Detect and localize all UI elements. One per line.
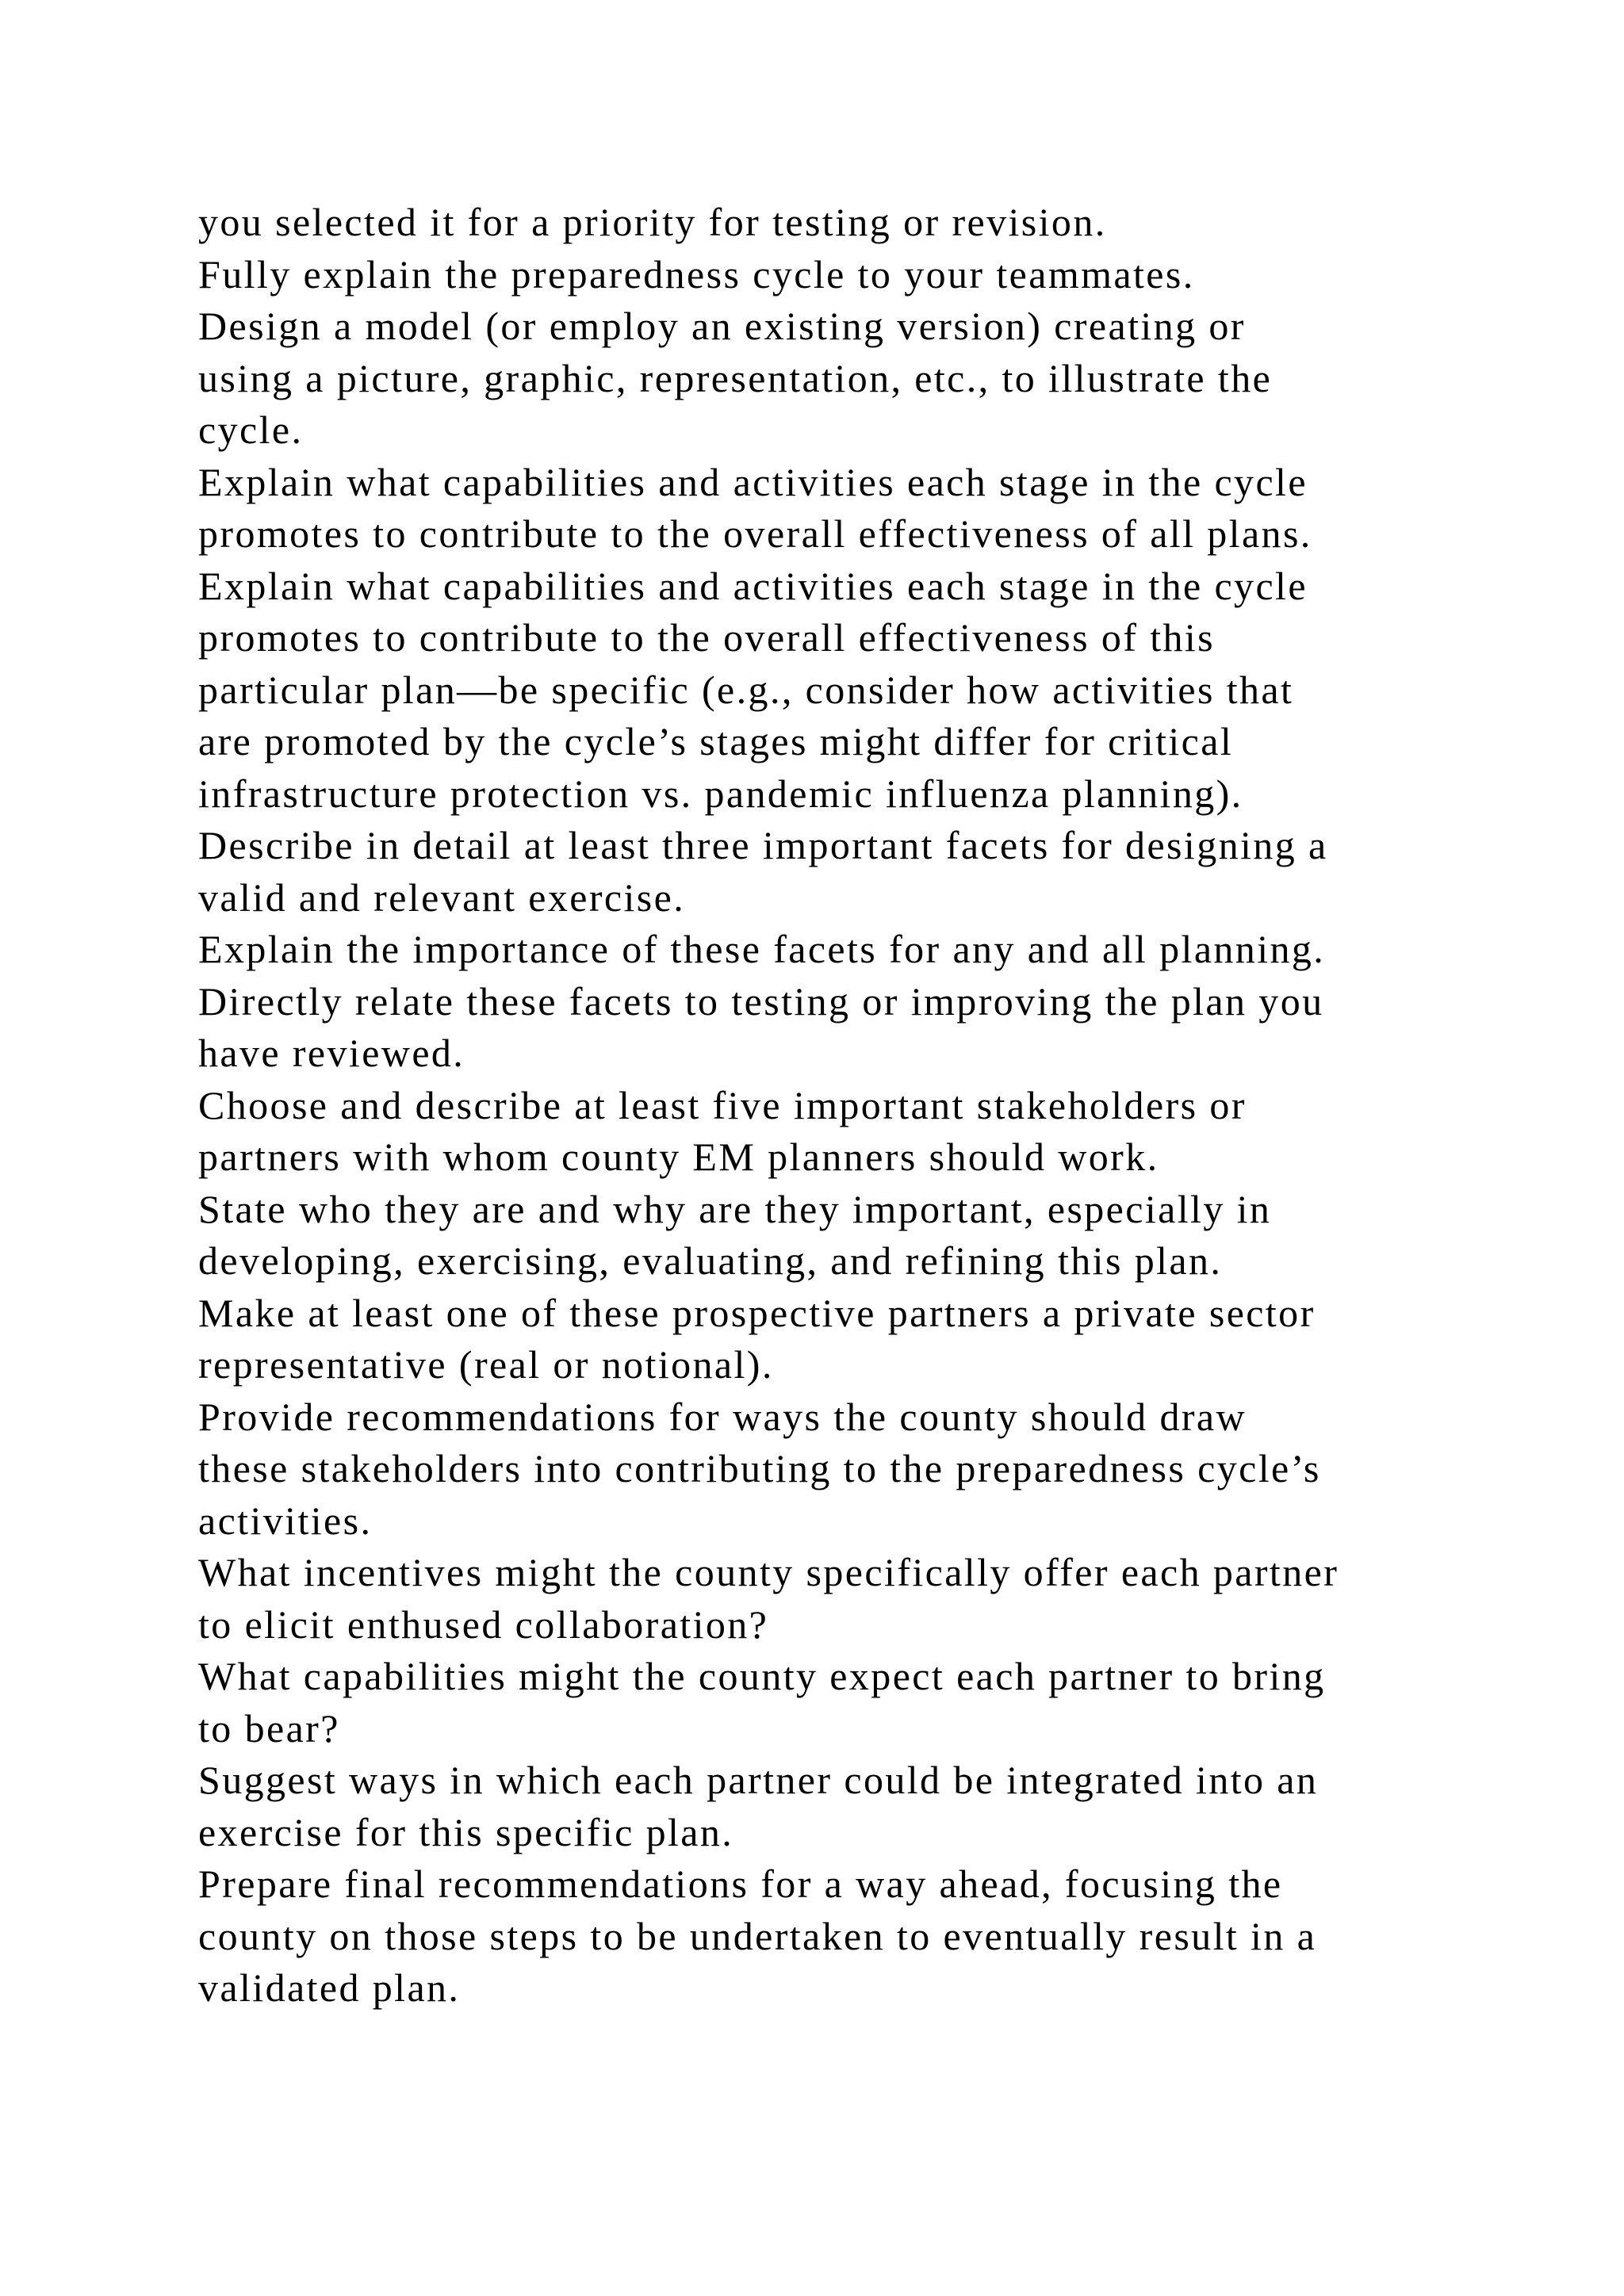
text-line: particular plan—be specific (e.g., consider how activities that	[198, 667, 1294, 712]
text-line: are promoted by the cycle’s stages might differ for critical	[198, 719, 1234, 763]
text-line: Explain what capabilities and activities each stage in the cycle	[198, 563, 1308, 608]
document-body-text	[198, 197, 1507, 2015]
text-line: Choose and describe at least five important stakeholders or	[198, 1082, 1247, 1127]
text-line: Prepare final recommendations for a way ahead, focusing the	[198, 1862, 1283, 1906]
text-line: Fully explain the preparedness cycle to your teammates.	[198, 251, 1195, 297]
text-line: county on those steps to be undertaken to eventually result in a	[198, 1913, 1317, 1958]
text-line: using a picture, graphic, representation, etc., to illustrate the	[198, 355, 1273, 400]
text-line: to bear?	[198, 1705, 340, 1751]
text-line: Design a model (or employ an existing version) creating or	[198, 304, 1246, 348]
text-line: have reviewed.	[198, 1031, 465, 1075]
text-line: State who they are and why are they important, especially in	[198, 1186, 1272, 1231]
text-line: validated plan.	[198, 1965, 461, 2010]
text-line: What capabilities might the county expect each partner to bring	[198, 1654, 1326, 1698]
text-line: Provide recommendations for ways the county should draw	[198, 1394, 1247, 1439]
text-line: promotes to contribute to the overall effectiveness of this	[198, 615, 1216, 660]
text-line: Explain the importance of these facets for any and all planning.	[198, 927, 1326, 971]
text-line: Describe in detail at least three important facets for designing a	[198, 823, 1328, 867]
text-line: valid and relevant exercise.	[198, 874, 686, 920]
text-line: Explain what capabilities and activities each stage in the cycle	[198, 459, 1308, 504]
text-line: partners with whom county EM planners should work.	[198, 1135, 1159, 1179]
text-line: cycle.	[198, 408, 304, 452]
text-line: Suggest ways in which each partner could be integrated into an	[198, 1758, 1319, 1802]
text-line: developing, exercising, evaluating, and refining this plan.	[198, 1238, 1223, 1283]
text-line: promotes to contribute to the overall effectiveness of all plans.	[198, 511, 1312, 556]
text-line: these stakeholders into contributing to the preparedness cycle’s	[198, 1446, 1321, 1490]
text-line: to elicit enthused collaboration?	[198, 1601, 769, 1647]
text-line: infrastructure protection vs. pandemic influenza planning).	[198, 771, 1243, 816]
text-line: representative (real or notional).	[198, 1342, 774, 1387]
text-line: What incentives might the county specifically offer each partner	[198, 1550, 1339, 1594]
text-line: Directly relate these facets to testing or improving the plan you	[198, 978, 1324, 1024]
text-line: Make at least one of these prospective partners a private sector	[198, 1290, 1316, 1335]
text-line: activities.	[198, 1498, 373, 1543]
text-line: you selected it for a priority for testing or revision.	[198, 200, 1107, 244]
text-line: exercise for this specific plan.	[198, 1809, 734, 1854]
